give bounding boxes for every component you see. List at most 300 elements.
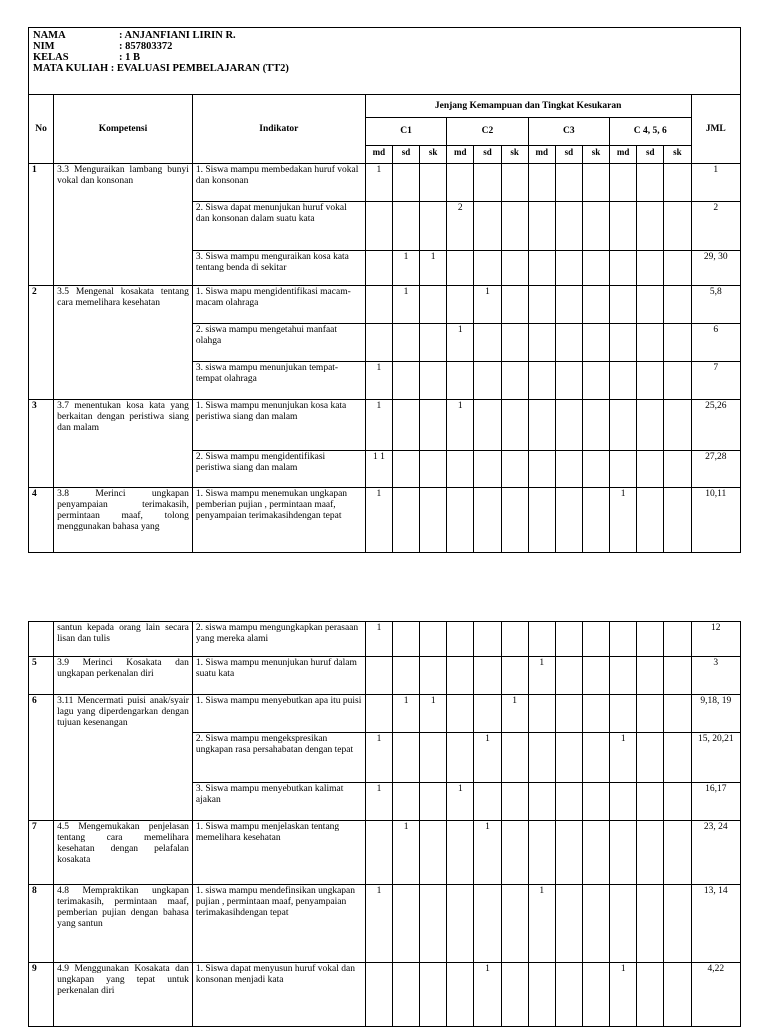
score-cell [637, 733, 664, 783]
score-cell [474, 451, 501, 488]
jml-cell: 13, 14 [691, 885, 740, 963]
indikator-cell: 1. Siswa dapat menyusun huruf vokal dan konsonan menjadi kata [192, 963, 365, 1027]
score-cell [447, 733, 474, 783]
score-cell [420, 783, 447, 821]
score-cell [528, 286, 555, 324]
score-cell [501, 488, 528, 553]
score-cell [582, 324, 609, 362]
indikator-cell: 1. Siswa mampu menunjukan huruf dalam suatu kata [192, 657, 365, 695]
score-cell [610, 400, 637, 451]
score-cell [420, 164, 447, 202]
score-cell [555, 451, 582, 488]
score-cell [420, 362, 447, 400]
score-cell: 1 [474, 821, 501, 885]
score-cell [420, 451, 447, 488]
jml-cell: 12 [691, 622, 740, 657]
score-cell [447, 286, 474, 324]
jml-cell: 9,18, 19 [691, 695, 740, 733]
score-cell: 1 [501, 695, 528, 733]
score-cell [447, 657, 474, 695]
table-row [29, 885, 741, 963]
score-cell [555, 783, 582, 821]
col-c456-header: C 4, 5, 6 [610, 118, 691, 146]
indikator-cell: 1. Siswa mampu menjelaskan tentang memelihara kesehatan [192, 821, 365, 885]
score-cell [637, 451, 664, 488]
mk-value: : EVALUASI PEMBELAJARAN (TT2) [110, 63, 289, 74]
score-cell [582, 164, 609, 202]
score-cell [393, 963, 420, 1027]
score-cell [555, 164, 582, 202]
score-cell [664, 821, 691, 885]
score-cell [583, 733, 610, 783]
score-cell [528, 400, 555, 451]
score-cell [664, 324, 691, 362]
table-row [29, 286, 741, 324]
score-cell [637, 963, 664, 1027]
mk-label: MATA KULIAH [33, 63, 109, 74]
subcol-md-header: md [528, 146, 555, 164]
student-info [29, 28, 741, 95]
score-cell: 1 [447, 400, 474, 451]
score-cell [420, 963, 447, 1027]
score-cell [637, 821, 664, 885]
score-cell [528, 164, 555, 202]
score-cell [610, 821, 637, 885]
score-cell [610, 657, 637, 695]
score-cell [582, 286, 609, 324]
score-cell [583, 821, 610, 885]
score-cell: 1 [528, 885, 555, 963]
score-cell [365, 695, 392, 733]
score-cell: 1 [393, 821, 420, 885]
indikator-cell: 1. Siswa mampu menemukan ungkapan pemberian pujian , permintaan maaf, penyampaian terimakasihdengan tepat [192, 488, 365, 553]
col-kompetensi-header: Kompetensi [54, 95, 193, 164]
score-cell [582, 451, 609, 488]
score-cell [664, 963, 691, 1027]
score-cell [664, 286, 691, 324]
score-cell [637, 885, 664, 963]
score-cell [610, 695, 637, 733]
score-cell [501, 622, 528, 657]
score-cell: 1 [610, 488, 637, 553]
row-number: 4 [29, 488, 54, 553]
indikator-cell: 2. siswa mampu mengetahui manfaat olahga [192, 324, 365, 362]
score-cell [474, 783, 501, 821]
score-cell [501, 400, 528, 451]
jml-cell: 5,8 [691, 286, 741, 324]
score-cell [610, 362, 637, 400]
score-cell: 1 [474, 963, 501, 1027]
indikator-cell: 1. siswa mampu mendefinsikan ungkapan pujian , permintaan maaf, penyampaian terimakasihdengan tepat [192, 885, 365, 963]
score-cell: 1 [420, 695, 447, 733]
score-cell [610, 164, 637, 202]
table-body-page-2 [29, 622, 741, 1027]
score-cell [447, 821, 474, 885]
kompetensi-cell: 3.7 menentukan kosa kata yang berkaitan dengan peristiwa siang dan malam [54, 400, 193, 488]
score-cell [637, 286, 664, 324]
jml-cell: 2 [691, 202, 741, 251]
score-cell [528, 733, 555, 783]
score-cell [637, 622, 664, 657]
subcol-sk-header: sk [501, 146, 528, 164]
score-cell [664, 488, 691, 553]
subcol-sd-header: sd [637, 146, 664, 164]
score-cell [555, 622, 582, 657]
nim-value: : 857803372 [119, 41, 173, 52]
kompetensi-cell: 4.9 Menggunakan Kosakata dan ungkapan yang tepat untuk perkenalan diri [54, 963, 193, 1027]
row-number: 1 [29, 164, 54, 286]
score-cell [637, 657, 664, 695]
score-cell [528, 488, 555, 553]
score-cell [555, 400, 582, 451]
score-cell [501, 657, 528, 695]
score-cell: 1 [610, 733, 637, 783]
score-cell [610, 451, 637, 488]
score-cell [420, 488, 447, 553]
subcol-sd-header: sd [555, 146, 582, 164]
score-cell [392, 451, 419, 488]
score-cell [528, 821, 555, 885]
indikator-cell: 2. Siswa mampu mengekspresikan ungkapan rasa persahabatan dengan tepat [192, 733, 365, 783]
score-cell [637, 488, 664, 553]
subcol-sk-header: sk [420, 146, 447, 164]
assessment-grid-page-2 [28, 621, 741, 1027]
col-c3-header: C3 [528, 118, 609, 146]
score-cell [528, 695, 555, 733]
score-cell [420, 657, 447, 695]
table-row [29, 400, 741, 451]
score-cell [664, 362, 691, 400]
score-cell [501, 164, 528, 202]
score-cell [393, 657, 420, 695]
score-cell [447, 695, 474, 733]
score-cell [555, 733, 582, 783]
row-number: 5 [29, 657, 54, 695]
score-cell [501, 202, 528, 251]
assessment-grid-page-1 [28, 27, 741, 553]
score-cell [610, 251, 637, 286]
score-cell [664, 695, 691, 733]
score-cell [365, 821, 392, 885]
score-cell [501, 362, 528, 400]
score-cell [365, 963, 392, 1027]
score-cell [501, 451, 528, 488]
col-no-header: No [29, 95, 54, 164]
row-number: 7 [29, 821, 54, 885]
score-cell [420, 821, 447, 885]
score-cell [583, 963, 610, 1027]
table-row [29, 695, 741, 733]
subcol-sd-header: sd [392, 146, 419, 164]
score-cell [664, 783, 691, 821]
kompetensi-cell: 3.8 Merinci ungkapan penyampaian terimakasih, permintaan maaf, tolong menggunakan bahasa yang [54, 488, 193, 553]
score-cell [637, 400, 664, 451]
score-cell: 1 [528, 657, 555, 695]
jml-cell: 10,11 [691, 488, 741, 553]
score-cell [528, 783, 555, 821]
score-cell: 1 [447, 324, 474, 362]
nim-label: NIM [33, 41, 55, 52]
score-cell [664, 622, 691, 657]
score-cell: 1 [474, 733, 501, 783]
score-cell [392, 202, 419, 251]
score-cell [610, 885, 637, 963]
score-cell [583, 885, 610, 963]
score-cell [555, 362, 582, 400]
score-cell: 1 [447, 783, 474, 821]
score-cell [637, 251, 664, 286]
score-cell [420, 400, 447, 451]
score-cell [420, 622, 447, 657]
score-cell [447, 362, 474, 400]
nama-value: : ANJANFIANI LIRIN R. [119, 30, 236, 41]
score-cell [501, 251, 528, 286]
score-cell [447, 963, 474, 1027]
score-cell [474, 202, 501, 251]
kompetensi-cell: 3.11 Mencermati puisi anak/syair lagu yang diperdengarkan dengan tujuan kesenangan [54, 695, 193, 821]
score-cell [582, 251, 609, 286]
score-cell: 1 [365, 885, 392, 963]
score-cell [664, 733, 691, 783]
score-cell [583, 695, 610, 733]
score-cell [365, 286, 392, 324]
score-cell [474, 400, 501, 451]
indikator-cell: 1. Siswa mampu menunjukan kosa kata peristiwa siang dan malam [192, 400, 365, 451]
score-cell [393, 783, 420, 821]
score-cell [392, 164, 419, 202]
jml-cell: 6 [691, 324, 741, 362]
score-cell: 2 [447, 202, 474, 251]
score-cell [392, 488, 419, 553]
score-cell [474, 695, 501, 733]
jml-cell: 3 [691, 657, 740, 695]
score-cell [474, 885, 501, 963]
score-cell [447, 164, 474, 202]
jml-cell: 25,26 [691, 400, 741, 451]
score-cell [501, 286, 528, 324]
table-row [29, 963, 741, 1027]
score-cell [365, 657, 392, 695]
score-cell [474, 251, 501, 286]
score-cell [555, 695, 582, 733]
score-cell [664, 885, 691, 963]
score-cell [393, 733, 420, 783]
jml-cell: 15, 20,21 [691, 733, 740, 783]
kompetensi-cell: 4.5 Mengemukakan penjelasan tentang cara memelihara kesehatan dengan pelafalan kosakata [54, 821, 193, 885]
col-jml-header: JML [691, 95, 741, 164]
score-cell [637, 202, 664, 251]
score-cell [610, 622, 637, 657]
score-cell [610, 286, 637, 324]
score-cell [365, 251, 392, 286]
row-number: 2 [29, 286, 54, 400]
score-cell [365, 324, 392, 362]
score-cell [474, 488, 501, 553]
score-cell: 1 [365, 164, 392, 202]
indikator-cell: 3. siswa mampu menunjukan tempat-tempat olahraga [192, 362, 365, 400]
score-cell: 1 [393, 695, 420, 733]
indikator-cell: 3. Siswa mampu menyebutkan kalimat ajakan [192, 783, 365, 821]
score-cell: 1 [365, 362, 392, 400]
col-jenjang-header: Jenjang Kemampuan dan Tingkat Kesukaran [365, 95, 691, 118]
subcol-md-header: md [365, 146, 392, 164]
score-cell [474, 657, 501, 695]
score-cell [420, 733, 447, 783]
score-cell [447, 451, 474, 488]
score-cell [637, 783, 664, 821]
score-cell [447, 885, 474, 963]
score-cell: 1 [610, 963, 637, 1027]
jml-cell: 16,17 [691, 783, 740, 821]
score-cell [528, 362, 555, 400]
score-cell [447, 488, 474, 553]
table-row [29, 164, 741, 202]
score-cell: 1 [365, 783, 392, 821]
score-cell [555, 324, 582, 362]
score-cell [420, 286, 447, 324]
kompetensi-cell: 3.3 Menguraikan lambang bunyi vokal dan konsonan [54, 164, 193, 286]
kompetensi-cell: santun kepada orang lain secara lisan dan tulis [54, 622, 193, 657]
score-cell: 1 [420, 251, 447, 286]
indikator-cell: 1. Siswa mampu menyebutkan apa itu puisi [192, 695, 365, 733]
kelas-label: KELAS [33, 52, 69, 63]
subcol-md-header: md [610, 146, 637, 164]
score-cell [582, 488, 609, 553]
score-cell [582, 202, 609, 251]
score-cell [447, 251, 474, 286]
score-cell [637, 695, 664, 733]
score-cell [582, 400, 609, 451]
score-cell [555, 963, 582, 1027]
score-cell [610, 783, 637, 821]
score-cell [420, 885, 447, 963]
score-cell [637, 362, 664, 400]
score-cell [501, 885, 528, 963]
col-c2-header: C2 [447, 118, 528, 146]
kompetensi-cell: 3.5 Mengenal kosakata tentang cara memelihara kesehatan [54, 286, 193, 400]
score-cell [392, 362, 419, 400]
subcol-sk-header: sk [664, 146, 691, 164]
score-cell: 1 [365, 400, 392, 451]
score-cell [583, 783, 610, 821]
score-cell [582, 362, 609, 400]
score-cell [583, 622, 610, 657]
score-cell: 1 [365, 733, 392, 783]
score-cell: 1 [365, 488, 392, 553]
jml-cell: 29, 30 [691, 251, 741, 286]
score-cell: 1 1 [365, 451, 392, 488]
jml-cell: 27,28 [691, 451, 741, 488]
score-cell [528, 451, 555, 488]
score-cell [528, 251, 555, 286]
row-number: 8 [29, 885, 54, 963]
score-cell [501, 324, 528, 362]
score-cell [637, 164, 664, 202]
score-cell [365, 202, 392, 251]
score-cell [393, 885, 420, 963]
table-row [29, 821, 741, 885]
jml-cell: 7 [691, 362, 741, 400]
score-cell [528, 202, 555, 251]
score-cell [555, 885, 582, 963]
score-cell [610, 202, 637, 251]
score-cell [528, 622, 555, 657]
table-body-page-1 [29, 164, 741, 553]
score-cell [664, 251, 691, 286]
kompetensi-cell: 4.8 Mempraktikan ungkapan terimakasih, permintaan maaf, pemberian pujian dengan bahasa yang santun [54, 885, 193, 963]
table-row [29, 488, 741, 553]
kompetensi-cell: 3.9 Merinci Kosakata dan ungkapan perkenalan diri [54, 657, 193, 695]
indikator-cell: 1. Siswa mapu mengidentifikasi macam-macam olahraga [192, 286, 365, 324]
indikator-cell: 1. Siswa mampu membedakan huruf vokal dan konsonan [192, 164, 365, 202]
col-c1-header: C1 [365, 118, 446, 146]
score-cell [392, 400, 419, 451]
score-cell [583, 657, 610, 695]
score-cell [501, 963, 528, 1027]
score-cell [420, 324, 447, 362]
score-cell [555, 202, 582, 251]
score-cell [528, 324, 555, 362]
nama-label: NAMA [33, 30, 66, 41]
score-cell: 1 [365, 622, 392, 657]
score-cell [555, 286, 582, 324]
subcol-md-header: md [447, 146, 474, 164]
score-cell [474, 164, 501, 202]
score-cell [528, 963, 555, 1027]
score-cell: 1 [474, 286, 501, 324]
row-number [29, 622, 54, 657]
score-cell [610, 324, 637, 362]
jml-cell: 1 [691, 164, 741, 202]
score-cell [392, 324, 419, 362]
score-cell [664, 164, 691, 202]
indikator-cell: 2. Siswa dapat menunjukan huruf vokal dan konsonan dalam suatu kata [192, 202, 365, 251]
score-cell: 1 [392, 286, 419, 324]
row-number: 3 [29, 400, 54, 488]
score-cell [474, 362, 501, 400]
score-cell [501, 821, 528, 885]
score-cell: 1 [392, 251, 419, 286]
indikator-cell: 2. Siswa mampu mengidentifikasi peristiwa siang dan malam [192, 451, 365, 488]
score-cell [474, 622, 501, 657]
subcol-sk-header: sk [582, 146, 609, 164]
score-cell [420, 202, 447, 251]
table-row [29, 622, 741, 657]
subcol-sd-header: sd [474, 146, 501, 164]
row-number: 9 [29, 963, 54, 1027]
score-cell [501, 783, 528, 821]
score-cell [447, 622, 474, 657]
row-number: 6 [29, 695, 54, 821]
score-cell [664, 202, 691, 251]
score-cell [555, 251, 582, 286]
score-cell [555, 821, 582, 885]
table-row [29, 657, 741, 695]
indikator-cell: 3. Siswa mampu menguraikan kosa kata tentang benda di sekitar [192, 251, 365, 286]
jml-cell: 4,22 [691, 963, 740, 1027]
score-cell [474, 324, 501, 362]
score-cell [393, 622, 420, 657]
score-cell [664, 657, 691, 695]
score-cell [555, 488, 582, 553]
score-cell [664, 451, 691, 488]
score-cell [664, 400, 691, 451]
score-cell [501, 733, 528, 783]
score-cell [637, 324, 664, 362]
jml-cell: 23, 24 [691, 821, 740, 885]
indikator-cell: 2. siswa mampu mengungkapkan perasaan yang mereka alami [192, 622, 365, 657]
kelas-value: : 1 B [119, 52, 140, 63]
